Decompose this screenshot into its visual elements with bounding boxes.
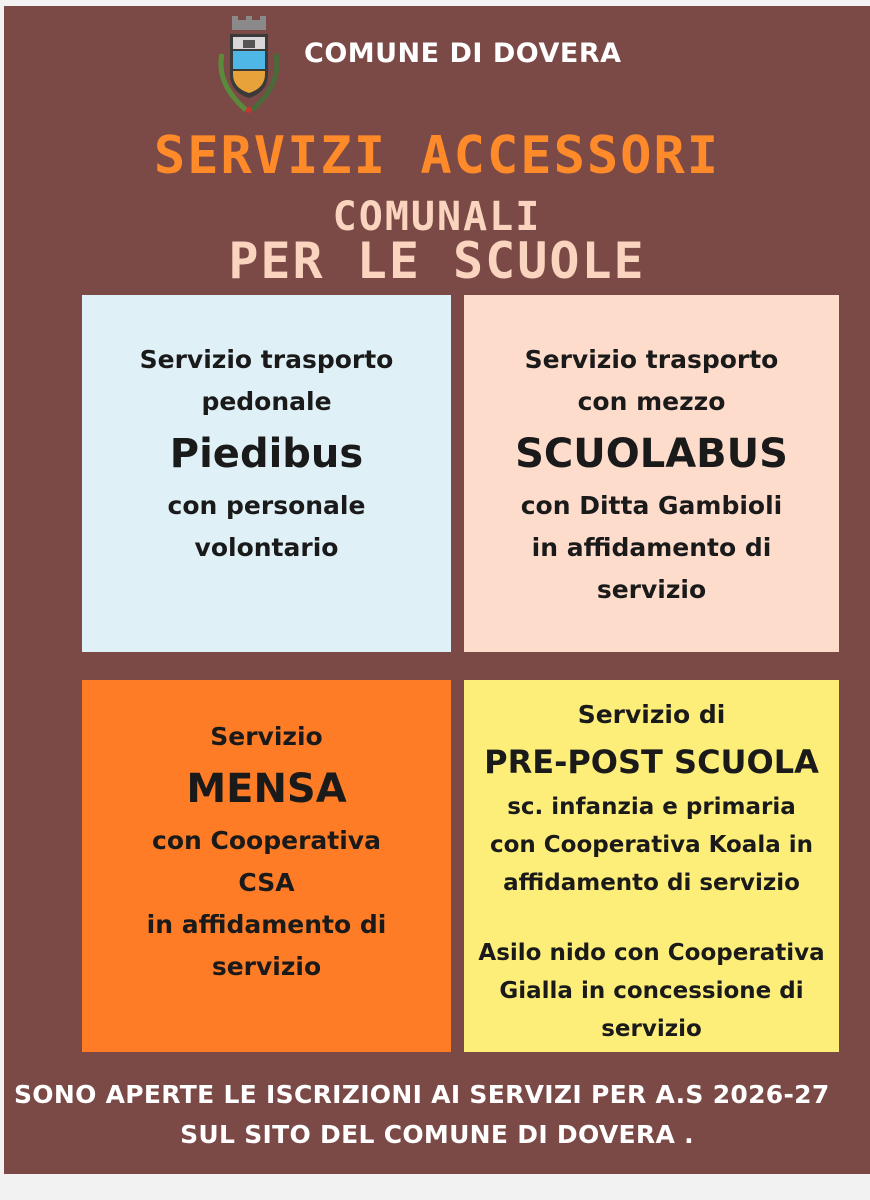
card-text: CSA (238, 868, 295, 897)
card-scuolabus (464, 295, 839, 652)
card-text: Servizio trasporto (524, 345, 779, 374)
card-pre-post-scuola (464, 680, 839, 1052)
card-text: Asilo nido con Cooperativa (478, 940, 825, 966)
card-text: Servizio di (577, 700, 726, 729)
card-text: servizio (211, 952, 322, 981)
enrollment-website-notice: SUL SITO DEL COMUNE DI DOVERA . (180, 1120, 694, 1149)
card-text: servizio (596, 575, 707, 604)
poster-subtitle-line2: PER LE SCUOLE (228, 232, 646, 290)
poster-title: SERVIZI ACCESSORI (153, 126, 721, 186)
card-text: volontario (194, 533, 339, 562)
card-text: con Cooperativa Koala in (489, 832, 814, 858)
card-text: con personale (167, 491, 366, 520)
card-text: in affidamento di (146, 910, 387, 939)
card-text: pedonale (201, 387, 332, 416)
card-highlight: SCUOLABUS (515, 431, 788, 477)
card-mensa (82, 680, 451, 1052)
card-text: con Ditta Gambioli (520, 491, 783, 520)
card-highlight: PRE-POST SCUOLA (484, 743, 819, 781)
card-highlight: MENSA (186, 766, 347, 812)
card-text: con Cooperativa (152, 826, 381, 855)
card-text: servizio (601, 1016, 702, 1042)
card-text: sc. infanzia e primaria (507, 794, 796, 820)
poster-subtitle-line1: COMUNALI (332, 194, 542, 240)
card-text: in affidamento di (531, 533, 772, 562)
card-text: Servizio (210, 722, 323, 751)
card-highlight: Piedibus (169, 431, 364, 477)
municipal-coat-of-arms-icon (210, 14, 288, 120)
card-text: con mezzo (577, 387, 726, 416)
card-text: Gialla in concessione di (499, 978, 804, 1004)
enrollment-notice: SONO APERTE LE ISCRIZIONI AI SERVIZI PER A.S 2026-27 (14, 1080, 830, 1109)
poster (4, 6, 870, 1174)
card-text: Servizio trasporto (139, 345, 394, 374)
card-piedibus (82, 295, 451, 652)
municipality-name: COMUNE DI DOVERA (304, 38, 622, 69)
card-text: affidamento di servizio (503, 870, 800, 896)
